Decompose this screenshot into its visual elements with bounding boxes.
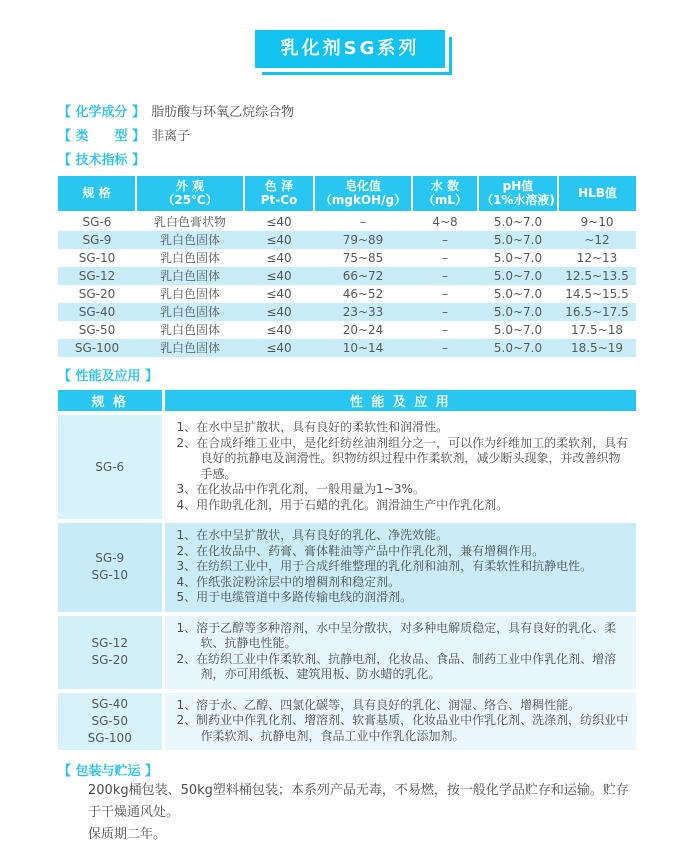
header-line2: （mL） xyxy=(422,193,468,207)
spec-cell-appearance: 乳白色固体 xyxy=(136,231,244,249)
type-line xyxy=(58,128,640,145)
spec-table-header-spec xyxy=(58,176,136,212)
spec-cell-ph: 5.0~7.0 xyxy=(493,287,543,301)
spec-cell-hlb: 9~10 xyxy=(580,215,614,229)
page-title: 乳化剂SG系列 xyxy=(255,30,446,68)
header-line1: 皂化值 xyxy=(344,179,381,193)
spec-cell-appearance: 乳白色固体 xyxy=(159,251,220,265)
performance-item: 2、在合成纤维工业中，是化纤纺丝油剂组分之一，可以作为纤维加工的柔软剂，具有良好的抗静电及润滑性。织物纺织过程中作柔软剂，减少断头现象，并改善织物手感。 xyxy=(176,435,629,481)
spec-cell-hlb: 16.5~17.5 xyxy=(558,303,636,321)
spec-table-header-row xyxy=(58,176,636,212)
performance-item: 2、制药业中作乳化剂、增溶剂、软膏基质，化妆品业中作乳化剂、洗涤剂，纺织业中作柔软剂、抗静电剂，食品工业中作乳化添加剂。 xyxy=(176,713,629,743)
spec-cell-saponification: 66~72 xyxy=(314,267,412,285)
spec-cell-hlb: ~12 xyxy=(558,231,636,249)
spec-row-SG-6 xyxy=(58,212,636,231)
spec-cell-ph: 5.0~7.0 xyxy=(478,231,558,249)
performance-item: 4、作纸张淀粉涂层中的增稠剂和稳定剂。 xyxy=(176,574,401,589)
spec-table-header-color xyxy=(244,176,314,212)
spec-table-header-saponification xyxy=(314,176,412,212)
spec-cell-color: ≤40 xyxy=(244,231,314,249)
spec-table-header-water-number xyxy=(412,176,478,212)
spec-row-SG-9 xyxy=(58,231,636,249)
performance-table-header-row xyxy=(58,390,636,413)
packaging-label: 【 包装与贮运 】 xyxy=(58,764,159,779)
header-line2: （1%水溶液) xyxy=(481,193,555,207)
performance-item: 1、在水中呈扩散状，具有良好的乳化、净洗效能。 xyxy=(176,528,449,542)
spec-cell-spec: SG-100 xyxy=(58,339,136,357)
packaging-text-line: 保质期二年。 xyxy=(88,827,167,842)
performance-spec-cell xyxy=(58,413,163,521)
performance-spec-cell xyxy=(58,691,163,751)
performance-section-label: 【 性能及应用 】 xyxy=(58,369,159,384)
performance-content-cell xyxy=(163,691,636,751)
spec-table-header-appearance xyxy=(136,176,244,212)
chemical-composition-line xyxy=(58,104,640,121)
spec-cell-ph: 5.0~7.0 xyxy=(478,267,558,285)
spec-row-SG-100 xyxy=(58,339,636,357)
spec-cell-appearance: 乳白色膏状物 xyxy=(153,215,226,229)
header-line2: （mgkOH/g） xyxy=(319,193,407,207)
spec-name: SG-6 xyxy=(95,459,125,474)
chemical-composition-label: 【 化学成分 】 xyxy=(58,105,146,120)
spec-cell-water-number: – xyxy=(412,303,478,321)
spec-cell-spec: SG-50 xyxy=(78,323,116,337)
performance-block-SG-6 xyxy=(58,413,636,521)
spec-cell-saponification: – xyxy=(360,215,366,229)
spec-cell-water-number: – xyxy=(442,323,448,337)
tech-indicators-line xyxy=(58,152,640,169)
tech-indicators-label: 【 技术指标 】 xyxy=(58,153,146,168)
spec-cell-water-number: 4~8 xyxy=(432,215,458,229)
header-line1: 水 数 xyxy=(430,179,460,193)
spec-cell-water-number: – xyxy=(442,251,448,265)
performance-item: 5、用于电缆管道中多路传输电线的润滑剂。 xyxy=(176,590,413,604)
performance-block-SG-40-SG-50-SG-100 xyxy=(58,691,636,751)
performance-content-header: 性 能 及 应 用 xyxy=(163,390,636,413)
spec-cell-spec: SG-12 xyxy=(58,267,136,285)
header-line2: Pt-Co xyxy=(260,193,298,207)
spec-name: SG-9 xyxy=(95,551,125,566)
packaging-text-line: 200kg桶包装、50kg塑料桶包装；本系列产品无毒，不易燃，按一般化学品贮存和运输。贮存于干燥通风处。 xyxy=(88,783,629,820)
performance-content-cell xyxy=(163,521,636,614)
spec-cell-color: ≤40 xyxy=(266,251,292,265)
spec-cell-water-number: – xyxy=(412,339,478,357)
spec-name: SG-10 xyxy=(91,568,128,583)
header-line2: （25℃） xyxy=(162,193,218,207)
spec-cell-color: ≤40 xyxy=(244,267,314,285)
spec-cell-hlb: 12~13 xyxy=(576,251,618,265)
spec-cell-color: ≤40 xyxy=(244,303,314,321)
spec-row-SG-50 xyxy=(58,321,636,339)
header-line1: 色 泽 xyxy=(264,179,294,193)
performance-spec-cell xyxy=(58,614,163,691)
spec-cell-color: ≤40 xyxy=(266,323,292,337)
header-line1: pH值 xyxy=(502,179,534,193)
spec-cell-spec: SG-20 xyxy=(78,287,116,301)
header-line1: 外 观 xyxy=(175,179,205,193)
spec-cell-hlb: 18.5~19 xyxy=(558,339,636,357)
spec-cell-appearance: 乳白色固体 xyxy=(136,267,244,285)
spec-cell-ph: 5.0~7.0 xyxy=(493,215,543,229)
spec-name: SG-12 xyxy=(91,636,128,650)
performance-item: 3、在化妆品中作乳化剂，一般用量为1~3%。 xyxy=(176,482,425,496)
spec-cell-appearance: 乳白色固体 xyxy=(159,323,220,337)
spec-cell-appearance: 乳白色固体 xyxy=(136,339,244,357)
spec-cell-appearance: 乳白色固体 xyxy=(136,303,244,321)
performance-table xyxy=(58,390,636,750)
performance-spec-cell xyxy=(58,521,163,614)
spec-name: SG-20 xyxy=(91,653,128,667)
performance-spec-header: 规 格 xyxy=(58,390,163,413)
performance-block-SG-9-SG-10 xyxy=(58,521,636,614)
chemical-composition-value: 脂肪酸与环氧乙烷综合物 xyxy=(151,105,295,120)
performance-item: 1、溶于水、乙醇、四氯化碳等，具有良好的乳化、润湿、络合、增稠性能。 xyxy=(176,697,581,712)
spec-cell-saponification: 46~52 xyxy=(342,287,384,301)
spec-row-SG-12 xyxy=(58,267,636,285)
spec-cell-water-number: – xyxy=(412,231,478,249)
spec-name: SG-50 xyxy=(91,713,128,728)
spec-cell-ph: 5.0~7.0 xyxy=(478,339,558,357)
spec-cell-appearance: 乳白色固体 xyxy=(159,287,220,301)
spec-cell-spec: SG-40 xyxy=(58,303,136,321)
spec-name: SG-40 xyxy=(91,696,128,711)
packaging-section xyxy=(58,763,640,846)
performance-item: 3、在纺织工业中，用于合成纤维整理的乳化剂和油剂，有柔软性和抗静电性。 xyxy=(176,559,593,573)
tech-spec-table xyxy=(58,176,636,357)
header-line1: HLB值 xyxy=(578,186,617,200)
performance-item: 4、用作助乳化剂，用于石蜡的乳化。润滑油生产中作乳化剂。 xyxy=(176,497,509,512)
page-header xyxy=(0,30,700,68)
spec-cell-water-number: – xyxy=(442,287,448,301)
spec-cell-water-number: – xyxy=(412,267,478,285)
spec-cell-saponification: 75~85 xyxy=(342,251,384,265)
spec-name: SG-100 xyxy=(87,730,132,745)
spec-cell-saponification: 23~33 xyxy=(314,303,412,321)
spec-cell-color: ≤40 xyxy=(266,215,292,229)
performance-item: 2、在化妆品中、药膏、膏体鞋油等产品中作乳化剂，兼有增稠作用。 xyxy=(176,543,545,558)
performance-item: 1、在水中呈扩散状，具有良好的柔软性和润滑性。 xyxy=(176,420,449,434)
spec-cell-color: ≤40 xyxy=(266,287,292,301)
spec-cell-hlb: 14.5~15.5 xyxy=(565,287,629,301)
spec-table-header-hlb xyxy=(558,176,636,212)
performance-content-cell xyxy=(163,614,636,691)
spec-cell-saponification: 10~14 xyxy=(314,339,412,357)
performance-block-SG-12-SG-20 xyxy=(58,614,636,691)
performance-item: 2、在纺织工业中作柔软剂、抗静电剂，化妆品、食品、制药工业中作乳化剂、增溶剂，亦可用纸板、建筑用板、防水蜡的乳化。 xyxy=(176,651,617,681)
spec-cell-ph: 5.0~7.0 xyxy=(493,251,543,265)
spec-row-SG-20 xyxy=(58,285,636,303)
performance-content-cell xyxy=(163,413,636,521)
spec-cell-saponification: 20~24 xyxy=(342,323,384,337)
spec-cell-hlb: 17.5~18 xyxy=(570,323,624,337)
spec-cell-ph: 5.0~7.0 xyxy=(478,303,558,321)
spec-row-SG-10 xyxy=(58,249,636,267)
spec-table-header-ph xyxy=(478,176,558,212)
spec-cell-hlb: 12.5~13.5 xyxy=(558,267,636,285)
spec-cell-spec: SG-10 xyxy=(78,251,116,265)
spec-row-SG-40 xyxy=(58,303,636,321)
spec-cell-spec: SG-9 xyxy=(58,231,136,249)
info-section xyxy=(58,104,640,169)
spec-cell-ph: 5.0~7.0 xyxy=(493,323,543,337)
spec-cell-saponification: 79~89 xyxy=(314,231,412,249)
performance-item: 1、溶于乙醇等多种溶剂，水中呈分散状，对多种电解质稳定，具有良好的乳化、柔软、抗静电性能。 xyxy=(176,620,617,650)
spec-cell-color: ≤40 xyxy=(244,339,314,357)
header-line1: 规 格 xyxy=(82,186,111,200)
type-label: 【 类 型 】 xyxy=(58,129,146,144)
spec-cell-spec: SG-6 xyxy=(82,215,112,229)
type-value: 非离子 xyxy=(151,129,191,144)
